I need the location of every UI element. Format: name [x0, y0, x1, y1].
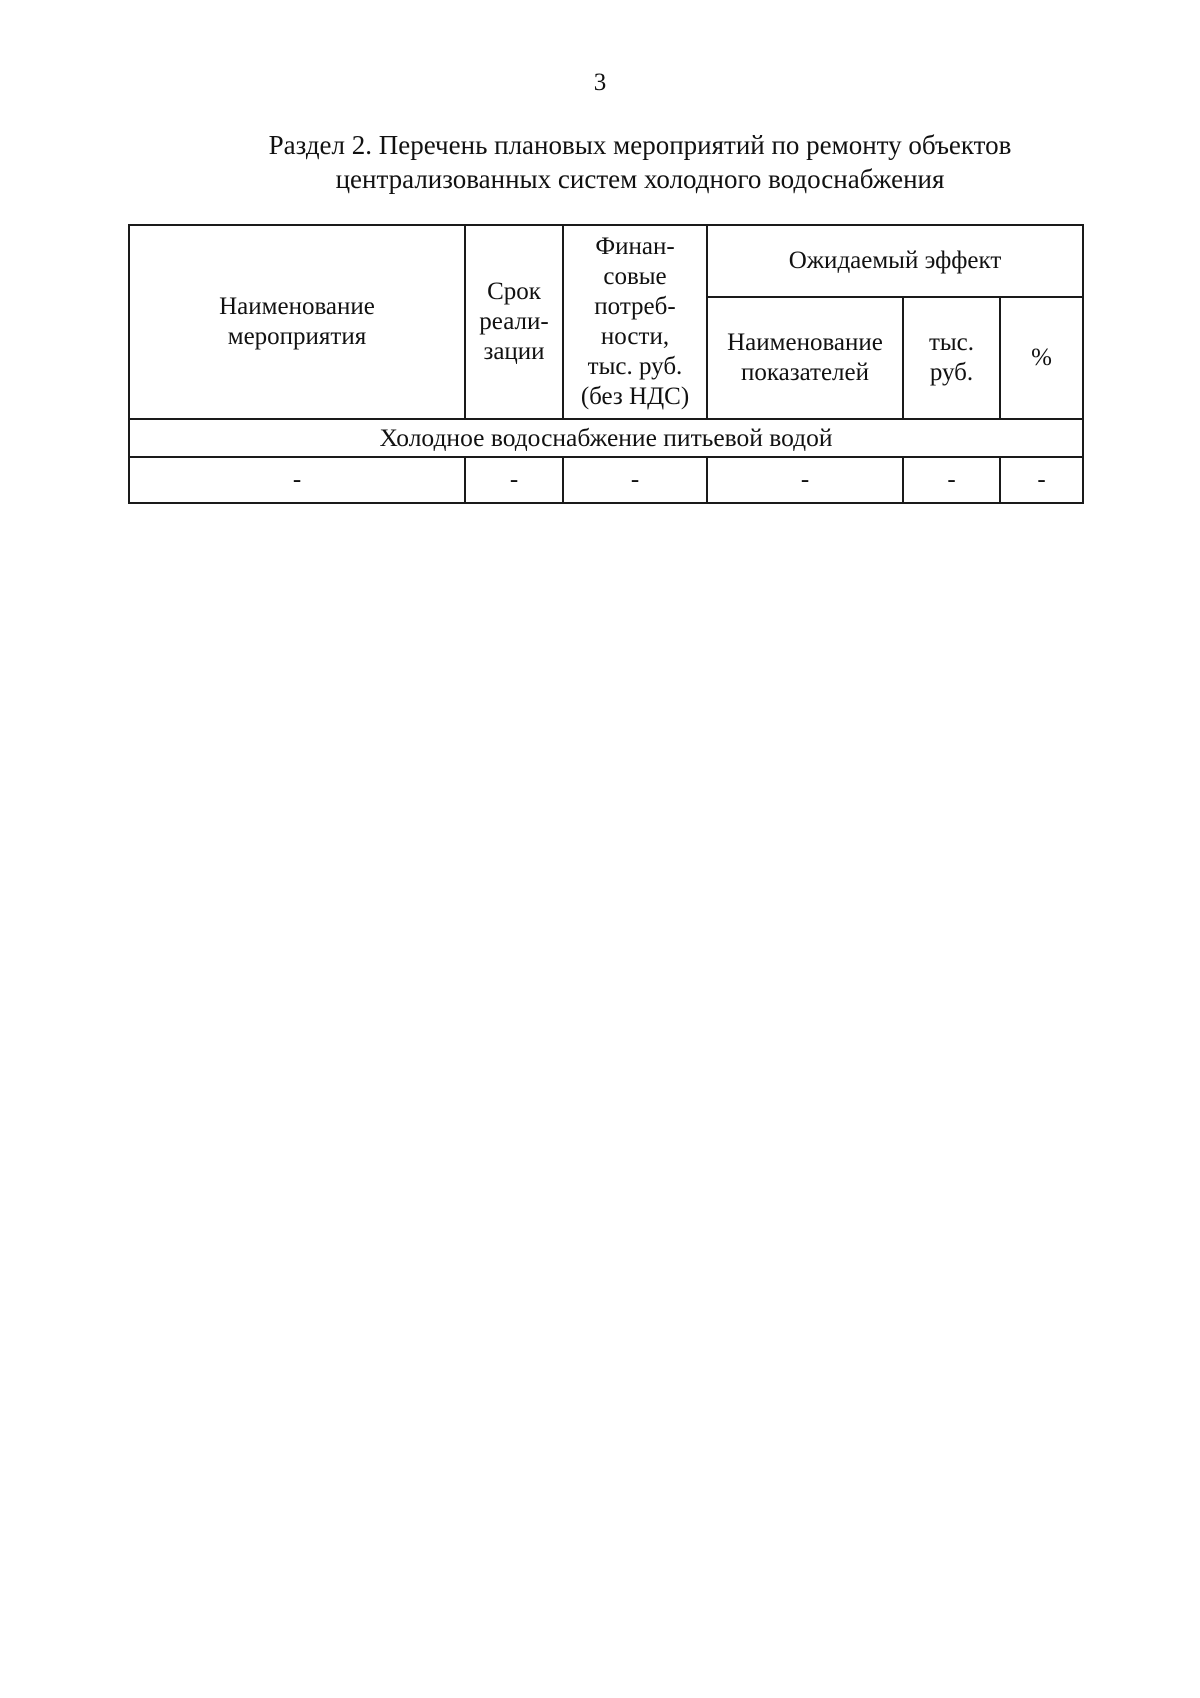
page-number: 3 [593, 69, 607, 96]
header-percent: % [1000, 297, 1083, 419]
header-indicators-line-2: показателей [740, 359, 870, 386]
table-section-row [129, 419, 1083, 457]
cell-thousand-rub: - [903, 457, 1000, 503]
header-thousand-rub-line-2: руб. [929, 359, 974, 386]
header-finance-line-5: тыс. руб. [587, 353, 683, 380]
header-finance-line-4: ности, [600, 323, 670, 350]
header-name-line-2: мероприятия [227, 323, 367, 350]
header-finance-line-6: (без НДС) [580, 383, 690, 410]
header-term-line-2: реали- [479, 308, 549, 335]
section-title-line-1: Раздел 2. Перечень плановых мероприятий по ремонту объектов [268, 130, 1012, 160]
cell-finance: - [563, 457, 707, 503]
header-thousand-rub [903, 297, 1000, 419]
header-name-line-1: Наименование [219, 293, 375, 320]
cell-name: - [129, 457, 465, 503]
section-title-line-2: централизованных систем холодного водоснабжения [335, 164, 945, 194]
cell-percent: - [1000, 457, 1083, 503]
header-finance [563, 225, 707, 419]
header-indicators [707, 297, 903, 419]
header-term-line-3: зации [483, 338, 545, 365]
cell-term: - [465, 457, 563, 503]
table-header-row [129, 225, 1083, 297]
header-finance-line-3: потреб- [594, 293, 676, 320]
header-indicators-line-1: Наименование [727, 329, 883, 356]
cell-indicators: - [707, 457, 903, 503]
header-term [465, 225, 563, 419]
plan-table [128, 224, 1084, 504]
table-row [129, 457, 1083, 503]
section-row-label: Холодное водоснабжение питьевой водой [129, 419, 1083, 457]
section-title [240, 128, 1040, 196]
header-finance-line-2: совые [603, 263, 667, 290]
header-term-line-1: Срок [487, 278, 541, 305]
header-effect: Ожидаемый эффект [707, 225, 1083, 297]
header-thousand-rub-line-1: тыс. [928, 329, 975, 356]
header-name [129, 225, 465, 419]
header-finance-line-1: Финан- [595, 233, 675, 260]
